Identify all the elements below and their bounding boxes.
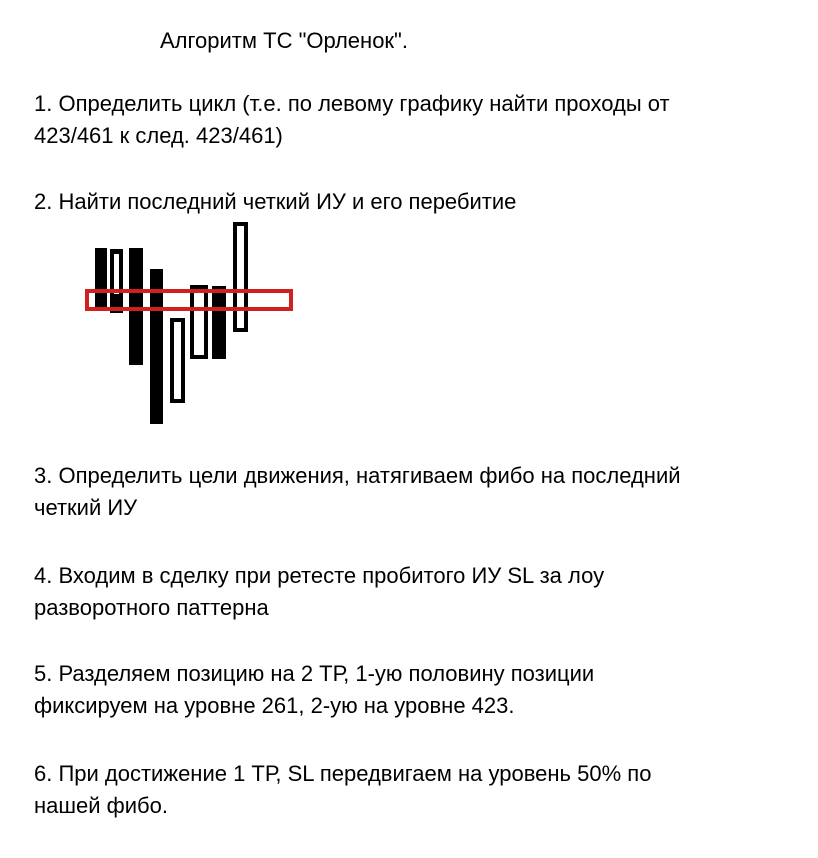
step-6 <box>34 758 794 822</box>
step-3 <box>34 460 794 524</box>
step-3-line-1: 3. Определить цели движения, натягиваем фибо на последний <box>34 463 681 488</box>
candle-7 <box>212 286 226 359</box>
step-4-line-1: 4. Входим в сделку при ретесте пробитого ИУ SL за лоу <box>34 563 605 588</box>
step-5 <box>34 658 794 722</box>
step-5-line-2: фиксируем на уровне 261, 2-ую на уровне 423. <box>34 693 515 718</box>
highlight-level-box <box>87 291 291 309</box>
candle-4 <box>150 269 163 424</box>
candle-8 <box>235 224 246 330</box>
step-2 <box>34 186 794 218</box>
document-title: Алгоритм ТС "Орленок". <box>160 28 408 53</box>
step-1-line-2: 423/461 к след. 423/461) <box>34 123 283 148</box>
candle-2 <box>110 249 123 313</box>
candle-2-hollow-core <box>114 254 119 294</box>
step-1-line-1: 1. Определить цикл (т.е. по левому графику найти проходы от <box>34 91 670 116</box>
candle-3 <box>129 248 143 365</box>
candle-6 <box>192 287 206 357</box>
step-6-line-2: нашей фибо. <box>34 793 169 818</box>
step-5-line-1: 5. Разделяем позицию на 2 ТР, 1-ую половину позиции <box>34 661 595 686</box>
step-1 <box>34 88 794 152</box>
candle-1 <box>95 248 107 308</box>
step-4-line-2: разворотного паттерна <box>34 595 269 620</box>
step-4 <box>34 560 794 624</box>
step-3-line-2: четкий ИУ <box>34 495 138 520</box>
candle-5 <box>172 320 183 401</box>
step-6-line-1: 6. При достижение 1 ТР, SL передвигаем на уровень 50% по <box>34 761 652 786</box>
step-2-line-1: 2. Найти последний четкий ИУ и его перебитие <box>34 189 517 214</box>
